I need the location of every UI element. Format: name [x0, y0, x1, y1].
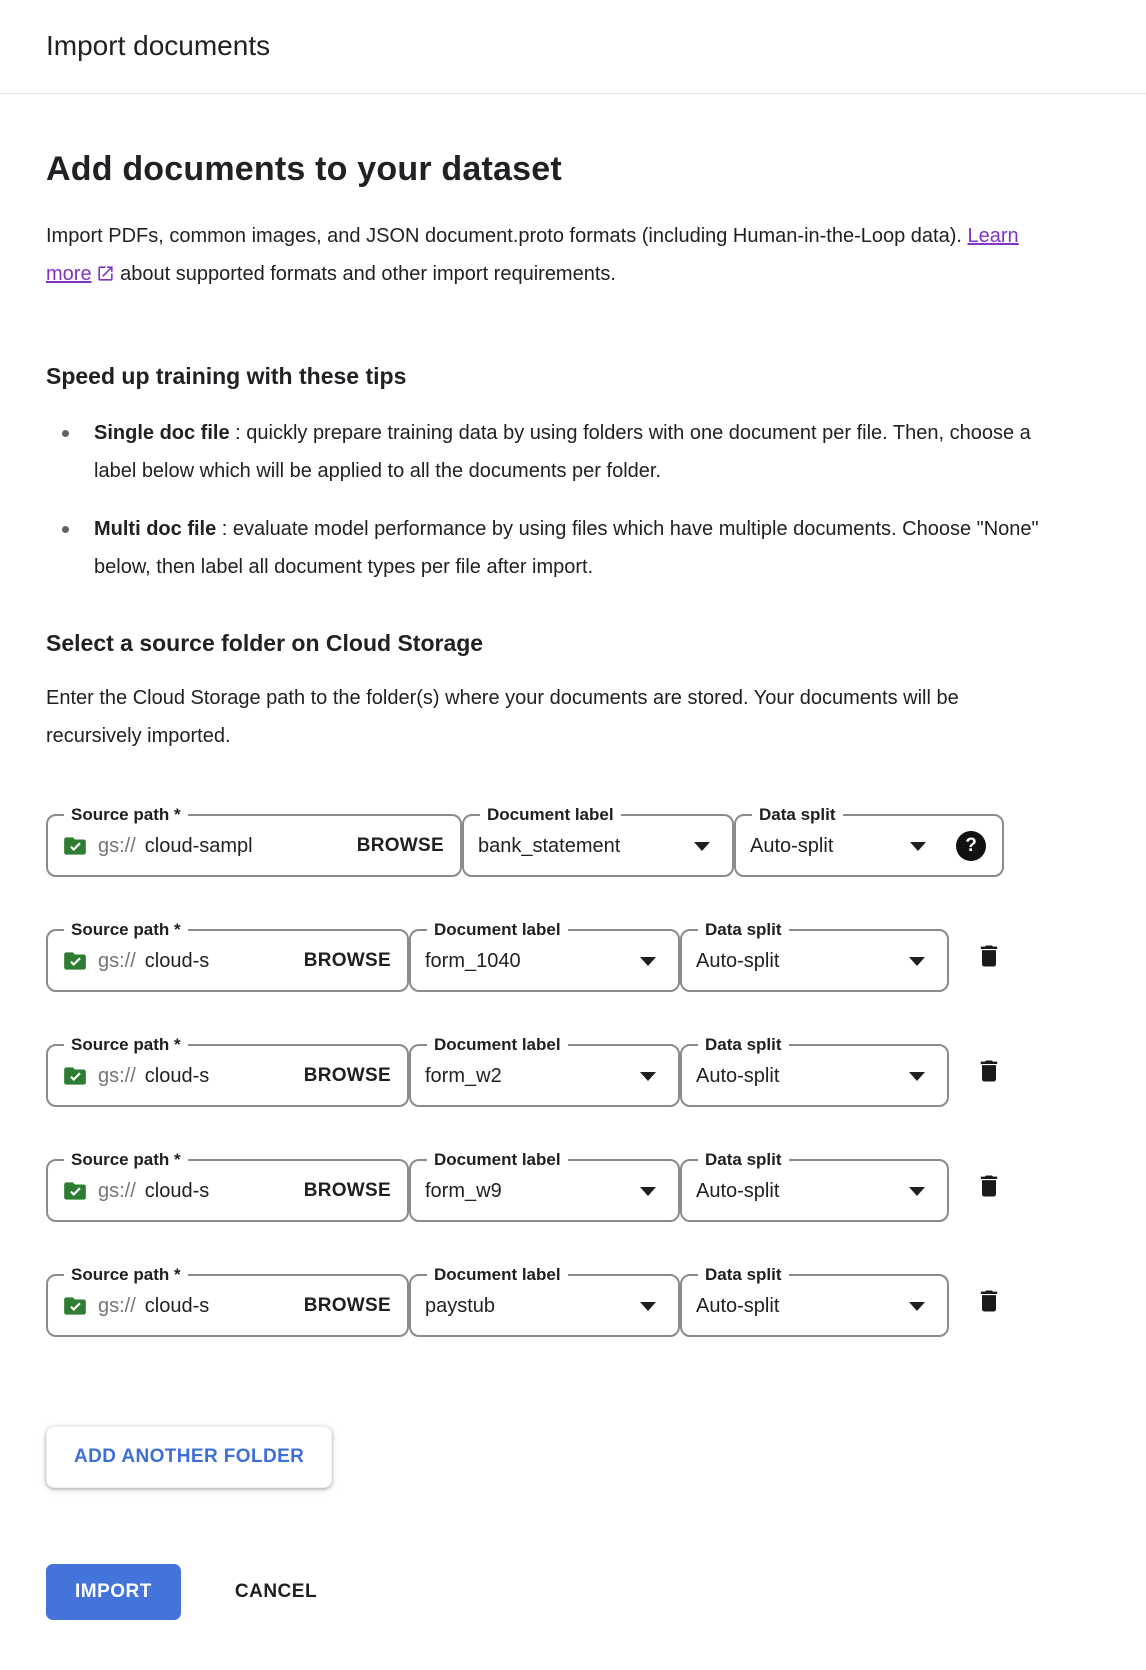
browse-button[interactable]: BROWSE	[302, 1178, 393, 1204]
chevron-down-icon	[640, 1072, 656, 1081]
data-split-label: Data split	[705, 920, 782, 939]
folder-check-icon	[62, 1178, 88, 1204]
browse-button[interactable]: BROWSE	[355, 833, 446, 859]
chevron-down-icon	[694, 842, 710, 851]
folder-check-icon	[62, 1293, 88, 1319]
delete-row-button[interactable]	[975, 1287, 1003, 1318]
data-split-label: Data split	[705, 1035, 782, 1054]
folder-check-icon	[62, 948, 88, 974]
source-path-label: Source path *	[71, 920, 181, 939]
gs-prefix: gs://	[98, 1294, 136, 1317]
document-label-label: Document label	[434, 1150, 561, 1169]
delete-row-button[interactable]	[975, 942, 1003, 973]
dialog-title: Import documents	[46, 30, 271, 61]
document-label-label: Document label	[434, 920, 561, 939]
data-split-label: Data split	[705, 1150, 782, 1169]
trash-icon	[975, 1287, 1003, 1318]
dialog-body	[0, 150, 1146, 1670]
tip-single-doc	[46, 414, 1046, 490]
folder-row	[46, 920, 1100, 992]
folder-row	[46, 1035, 1100, 1107]
source-path-field[interactable]	[46, 920, 409, 992]
browse-button[interactable]: BROWSE	[302, 1293, 393, 1319]
document-label-value: bank_statement	[478, 834, 621, 857]
source-path-field[interactable]	[46, 1265, 409, 1337]
data-split-field	[734, 805, 1004, 877]
document-label-select[interactable]	[478, 835, 718, 858]
delete-row-button[interactable]	[975, 1057, 1003, 1088]
trash-icon	[975, 1172, 1003, 1203]
data-split-label: Data split	[759, 805, 836, 824]
document-label-select[interactable]	[425, 1180, 664, 1203]
chevron-down-icon	[640, 1187, 656, 1196]
document-label-value: form_w9	[425, 1179, 502, 1202]
folder-row	[46, 1265, 1100, 1337]
folder-check-icon	[62, 1063, 88, 1089]
source-path-field[interactable]	[46, 1150, 409, 1222]
data-split-value: Auto-split	[696, 1179, 780, 1202]
source-path-input[interactable]: cloud-sampl	[144, 834, 253, 857]
document-label-select[interactable]	[425, 1065, 664, 1088]
source-path-label: Source path *	[71, 1035, 181, 1054]
source-path-field[interactable]	[46, 805, 462, 877]
intro-text-after: about supported formats and other import requirements.	[114, 263, 616, 285]
learn-more-label: Learn more	[46, 225, 1019, 285]
data-split-value: Auto-split	[696, 949, 780, 972]
document-label-value: paystub	[425, 1294, 496, 1317]
intro-text-before: Import PDFs, common images, and JSON document.proto formats (including Human-in-the-Loop data).	[46, 225, 968, 247]
source-path-input[interactable]: cloud-s	[144, 949, 210, 972]
bullet-icon	[62, 526, 69, 533]
chevron-down-icon	[640, 1302, 656, 1311]
data-split-value: Auto-split	[696, 1294, 780, 1317]
chevron-down-icon	[909, 1302, 925, 1311]
tips-list	[46, 414, 1046, 586]
document-label-field	[409, 1265, 680, 1337]
gs-prefix: gs://	[98, 1064, 136, 1087]
source-path-input[interactable]: cloud-s	[144, 1064, 210, 1087]
document-label-field	[409, 920, 680, 992]
dialog-actions	[46, 1564, 1100, 1620]
document-label-select[interactable]	[425, 1295, 664, 1318]
document-label-field	[409, 1150, 680, 1222]
source-path-label: Source path *	[71, 1265, 181, 1284]
source-path-label: Source path *	[71, 805, 181, 824]
source-path-label: Source path *	[71, 1150, 181, 1169]
source-description: Enter the Cloud Storage path to the folder(s) where your documents are stored. Your documents will be recursively imported.	[46, 687, 959, 747]
tips-heading: Speed up training with these tips	[46, 363, 407, 389]
dialog-header	[0, 0, 1146, 94]
help-icon[interactable]: ?	[956, 831, 986, 861]
open-in-new-icon	[96, 264, 115, 283]
document-label-value: form_1040	[425, 949, 521, 972]
folder-row	[46, 1150, 1100, 1222]
bullet-icon	[62, 430, 69, 437]
gs-prefix: gs://	[98, 834, 136, 857]
data-split-value: Auto-split	[750, 834, 834, 857]
document-label-field	[409, 1035, 680, 1107]
browse-button[interactable]: BROWSE	[302, 1063, 393, 1089]
document-label-value: form_w2	[425, 1064, 502, 1087]
data-split-select[interactable]	[750, 835, 934, 858]
data-split-field	[680, 920, 949, 992]
source-heading: Select a source folder on Cloud Storage	[46, 630, 484, 656]
document-label-label: Document label	[487, 805, 614, 824]
gs-prefix: gs://	[98, 949, 136, 972]
document-label-field	[462, 805, 734, 877]
cancel-button[interactable]: CANCEL	[229, 1580, 323, 1604]
tip-multi-doc	[46, 510, 1046, 586]
data-split-field	[680, 1150, 949, 1222]
folder-check-icon	[62, 833, 88, 859]
folder-row	[46, 805, 1100, 877]
data-split-label: Data split	[705, 1265, 782, 1284]
trash-icon	[975, 1057, 1003, 1088]
source-path-field[interactable]	[46, 1035, 409, 1107]
source-path-input[interactable]: cloud-s	[144, 1294, 210, 1317]
intro-text	[46, 217, 1056, 293]
document-label-select[interactable]	[425, 950, 664, 973]
import-button[interactable]: IMPORT	[46, 1564, 181, 1620]
trash-icon	[975, 942, 1003, 973]
page-title: Add documents to your dataset	[46, 150, 562, 188]
data-split-field	[680, 1265, 949, 1337]
chevron-down-icon	[910, 842, 926, 851]
chevron-down-icon	[909, 1187, 925, 1196]
folder-rows	[46, 805, 1100, 1337]
chevron-down-icon	[909, 1072, 925, 1081]
browse-button[interactable]: BROWSE	[302, 948, 393, 974]
data-split-select[interactable]	[696, 950, 933, 973]
tip-text: Multi doc file : evaluate model performance by using files which have multiple documents. Choose "None" below, then label all document types per file after import.	[94, 518, 1039, 578]
source-path-input[interactable]: cloud-s	[144, 1179, 210, 1202]
gs-prefix: gs://	[98, 1179, 136, 1202]
data-split-field	[680, 1035, 949, 1107]
document-label-label: Document label	[434, 1035, 561, 1054]
add-another-folder-button[interactable]: ADD ANOTHER FOLDER	[46, 1426, 332, 1488]
tip-text: Single doc file : quickly prepare training data by using folders with one document per file. Then, choose a label below which will be applied to all the documents per folder.	[94, 422, 1031, 482]
chevron-down-icon	[640, 957, 656, 966]
data-split-select[interactable]	[696, 1295, 933, 1318]
data-split-select[interactable]	[696, 1180, 933, 1203]
data-split-select[interactable]	[696, 1065, 933, 1088]
data-split-value: Auto-split	[696, 1064, 780, 1087]
delete-row-button[interactable]	[975, 1172, 1003, 1203]
chevron-down-icon	[909, 957, 925, 966]
document-label-label: Document label	[434, 1265, 561, 1284]
